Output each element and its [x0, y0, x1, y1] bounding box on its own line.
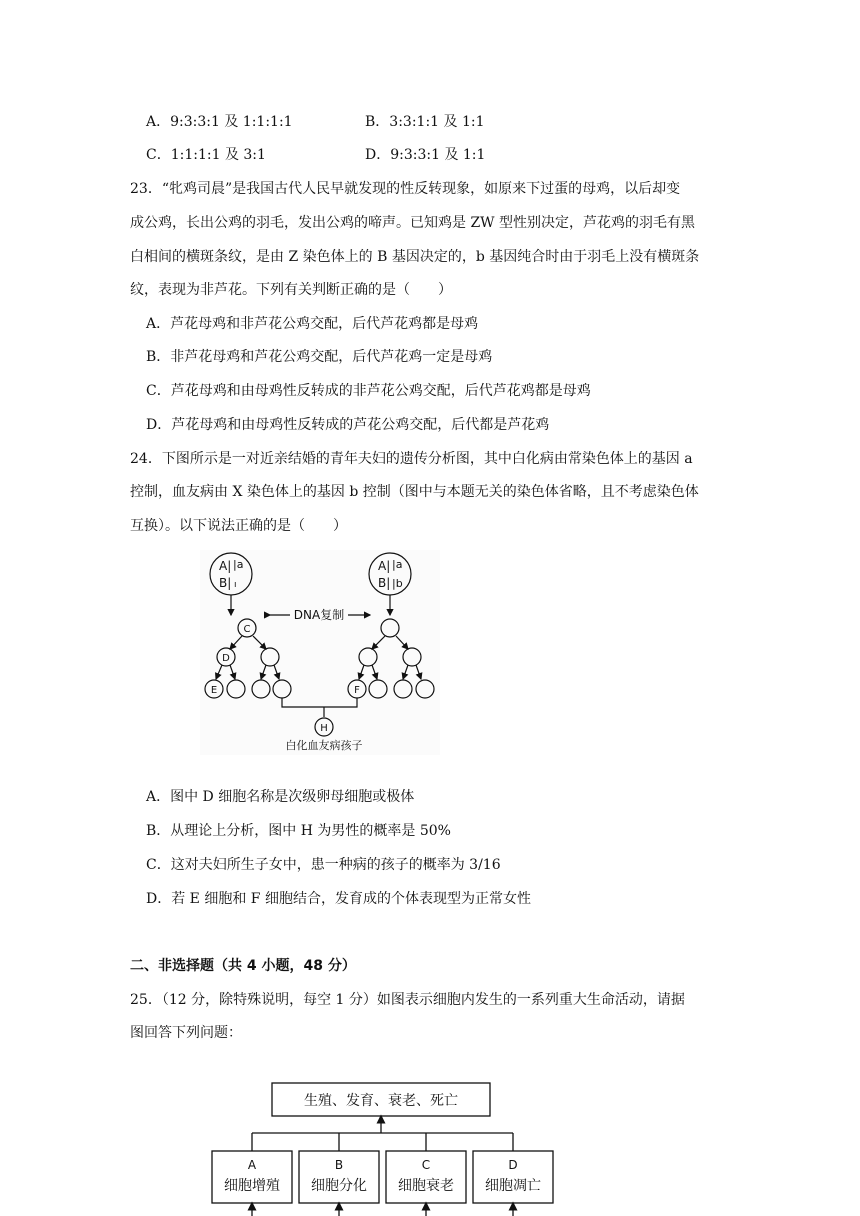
q24-option-c: C．这对夫妇所生子女中，患一种病的孩子的概率为 3/16: [146, 857, 501, 873]
box-d-label: 细胞凋亡: [485, 1178, 541, 1194]
box-b-letter: B: [334, 1158, 344, 1172]
cell-h-label: H: [320, 723, 328, 734]
q25-life-activity-diagram: [205, 1075, 565, 1216]
q24-stem-line-3: 互换）。以下说法正确的是（ ）: [130, 518, 347, 534]
left-gene-4: ı: [234, 580, 237, 590]
right-gene-1: A|: [378, 559, 391, 573]
cell-d-label: D: [222, 653, 230, 664]
q24-stem-line-1: 24．下图所示是一对近亲结婚的青年夫妇的遗传分析图，其中白化病由常染色体上的基因 a: [130, 451, 693, 467]
q23-option-d: D．芦花母鸡和由母鸡性反转成的芦花公鸡交配，后代都是芦花鸡: [146, 417, 550, 433]
q22-option-d: D．9:3:3:1 及 1:1: [365, 147, 486, 163]
q24-option-d: D．若 E 细胞和 F 细胞结合，发育成的个体表现型为正常女性: [146, 891, 531, 907]
q24-stem-line-2: 控制，血友病由 X 染色体上的基因 b 控制（图中与本题无关的染色体省略，且不考虑染色体: [130, 484, 699, 500]
q24-option-a: A．图中 D 细胞名称是次级卵母细胞或极体: [146, 789, 415, 805]
section-heading: 二、非选择题（共 4 小题，48 分）: [130, 958, 356, 974]
box-d-letter: D: [508, 1158, 518, 1172]
right-gene-4: |b: [392, 577, 403, 590]
right-gene-2: |a: [392, 558, 403, 571]
q23-stem-line-3: 白相间的横斑条纹，是由 Z 染色体上的 B 基因决定的，b 基因纯合时由于羽毛上没有横斑条: [130, 249, 700, 265]
q23-option-a: A．芦花母鸡和非芦花公鸡交配，后代芦花鸡都是母鸡: [146, 316, 479, 332]
box-a-label: 细胞增殖: [224, 1178, 280, 1194]
top-box-label: 生殖、发育、衰老、死亡: [304, 1093, 458, 1109]
box-b-label: 细胞分化: [311, 1178, 367, 1194]
cell-f-label: F: [354, 685, 360, 696]
q22-option-a: A．9:3:3:1 及 1:1:1:1: [146, 114, 293, 130]
q24-genetics-figure: [200, 550, 440, 755]
left-gene-3: B|: [219, 576, 232, 590]
figure-caption: 白化血友病孩子: [285, 739, 363, 752]
box-c-letter: C: [421, 1158, 431, 1172]
box-a-letter: A: [247, 1158, 257, 1172]
cell-e-label: E: [210, 685, 218, 696]
q22-option-b: B．3:3:1:1 及 1:1: [365, 114, 485, 130]
q23-stem-line-2: 成公鸡，长出公鸡的羽毛，发出公鸡的啼声。已知鸡是 ZW 型性别决定，芦花鸡的羽毛有黑: [130, 215, 696, 231]
left-gene-1: A|: [219, 559, 232, 573]
q25-stem-line-1: 25．（12 分，除特殊说明，每空 1 分）如图表示细胞内发生的一系列重大生命活动，请据: [130, 992, 685, 1008]
left-gene-2: |a: [233, 558, 244, 571]
cell-c-label: C: [243, 624, 251, 635]
q22-option-c: C．1:1:1:1 及 3:1: [146, 147, 266, 163]
dna-replication-label: DNA复制: [293, 608, 345, 622]
q24-option-b: B．从理论上分析，图中 H 为男性的概率是 50%: [146, 823, 451, 839]
q22-options-row-1: [146, 112, 485, 132]
q23-stem-line-4: 纹，表现为非芦花。下列有关判断正确的是（ ）: [130, 282, 452, 298]
q25-stem-line-2: 图回答下列问题：: [130, 1025, 242, 1041]
right-gene-3: B|: [378, 576, 391, 590]
q23-option-b: B．非芦花母鸡和芦花公鸡交配，后代芦花鸡一定是母鸡: [146, 349, 493, 365]
box-c-label: 细胞衰老: [398, 1178, 454, 1194]
q23-stem-line-1: 23．“牝鸡司晨”是我国古代人民早就发现的性反转现象，如原来下过蛋的母鸡，以后却变: [130, 181, 681, 197]
q23-option-c: C．芦花母鸡和由母鸡性反转成的非芦花公鸡交配，后代芦花鸡都是母鸡: [146, 383, 591, 399]
q22-options-row-2: [146, 145, 486, 165]
